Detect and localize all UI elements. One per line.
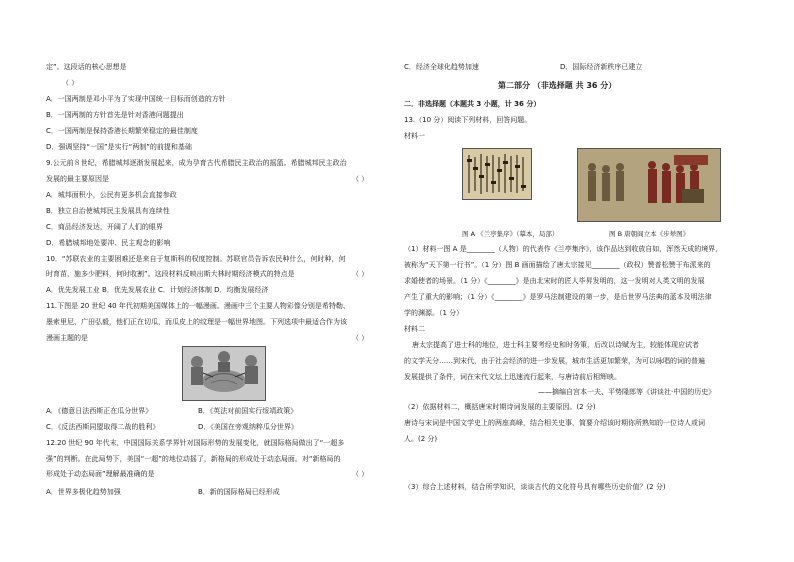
q13-part2: （2）依据材料二，概括唐宋时期诗词发展的主要原因。(2 分) (404, 403, 596, 411)
q12-option-c: C．经济全球化趋势加速 (404, 63, 479, 71)
q13-part2-extra-line1: 唐诗与宋词是中国文学史上的两座高峰，结合相关史事，简要介绍该时期你所熟知的一位诗人或词 (404, 419, 705, 427)
q8-option-c: C．一国两制是保持香港长期繁荣稳定的最佳制度 (46, 127, 198, 135)
image-a-caption: 图 A 《兰亭集序》（摹本，局部） (462, 230, 559, 238)
q13-part1-line4: 产生了重大的影响；（1 分）《________》是罗马法制建设的第一步，是后世罗马法典的蓝本及明法律 (404, 293, 712, 301)
part-two-heading: 第二部分 （非选择题 共 36 分） (498, 81, 617, 90)
material-two-line3: 发展提供了条件，词在宋代文坛上迅速流行起来，与唐诗前后相辉映。 (404, 373, 621, 381)
image-b-caption: 图 B 唐朝阎立本《步辇图》 (609, 230, 690, 238)
q12-stem-3: 形成处于动态局面”理解最准确的是 (46, 470, 155, 478)
q8-answer-paren: （ ） (62, 79, 79, 87)
calligraphy-image (462, 148, 532, 200)
q9-option-d: D．希腊城邦地处要冲、民主观念的影响 (46, 239, 171, 247)
q11-stem-3: 漫画主题的是 (46, 334, 88, 342)
q11-stem: 11.下图是 20 世纪 40 年代初期美国媒体上的一幅漫画。漫画中三个主要人物彩像分别是希特勒、 (46, 302, 350, 310)
q11-stem-2: 墨索里尼、广田弘毅，他们正在切瓜，而瓜皮上的纹理是一幅世界地图。下列选项中最适合作为该 (46, 318, 347, 326)
q13-part3: （3）综合上述材料，结合所学知识，谈谈古代的文化符号具有哪些历史价值？(2 分) (404, 483, 666, 491)
q13-stem: 13.（10 分）阅读下列材料，回答问题。 (404, 116, 532, 124)
q8-stem-tail: 定”。这段话的核心思想是 (46, 63, 127, 71)
q12-option-b: B．新的国际格局已经形成 (198, 488, 280, 496)
cartoon-image (182, 346, 266, 401)
q9-option-b: B．独立自治使城邦民主发展具有连续性 (46, 207, 170, 215)
q10-stem: 10．“苏联农业的主要困难还是来自于复斯科的权度控制。苏联官员告诉农民种什么，何时种，何 (46, 255, 346, 263)
q13-part1-line5: 学的渊源。（1 分） (404, 309, 464, 317)
q10-answer-paren: （ ） (352, 270, 369, 278)
q8-option-d: D．强调坚持“一国”是实行“两制”的前提和基础 (46, 143, 192, 151)
material-two-source: ——摘编自宫本一夫、平势隆郎等《讲谈社·中国的历史》 (538, 388, 716, 396)
q10-stem-2: 时育苗，施多少肥料，何时收割”。这段材料反映出斯大林时期经济模式的特点是 (46, 270, 295, 278)
q13-part1-line3: 求婚使者的场景。（1 分）《________》是由北宋时的匠人毕昇发明的，这一发明对人类文明的发展 (404, 277, 705, 285)
material-two-line2: 的文学天分……到宋代，由于社会经济的进一步发展，城市生活更加繁荣，为可以咏唱的词的普遍 (404, 357, 705, 365)
q11-option-b: B．《英法对前国实行绥靖政策》 (198, 407, 298, 415)
q13-part1-line2: 被称为“天下第一行书”。（1 分）图 B 画面描绘了唐太宗接见________（政权）赞普松赞干布派来的 (404, 261, 711, 269)
q9-stem-2: 发展的最主要原因是 (46, 175, 109, 183)
q9-option-c: C．商品经济发达，开阔了人们的眼界 (46, 223, 163, 231)
q13-part2-extra-line2: 人。(2 分) (404, 435, 438, 443)
q13-part1-line1: （1）材料一图 A 是________（人物）的代表作《兰亭集序》，该作品达到收放自如，浑然天成的境界， (404, 245, 723, 253)
q10-options: A．优先发展工业 B．优先发展农业 C．计划经济体制 D．均衡发展经济 (46, 286, 269, 294)
q9-stem: 9.公元前８世纪，希腊城邦逐渐发展起来，成为孕育古代希腊民主政治的摇篮。希腊城邦民主政治 (46, 159, 347, 167)
section-heading: 二．非选择题（本题共 3 小题，计 36 分） (404, 100, 541, 108)
q11-option-d: D．《美国在旁观纳粹瓜分世界》 (198, 423, 298, 431)
q11-answer-paren: （ ） (352, 334, 369, 342)
q9-answer-paren: （ ） (352, 175, 369, 183)
painting-image (577, 148, 721, 222)
q11-option-c: C．《反法西斯同盟取得二战的胜利》 (46, 423, 160, 431)
q12-stem: 12.20 世纪 90 年代末，中国国际关系学界针对国际形势的发展变化，就国际格局做出了“一超多 (46, 439, 345, 447)
q12-option-d: D．国际经济新秩序已建立 (560, 63, 643, 71)
q12-stem-2: 强”的判断。在此局势下，美国“一超”的地位动摇了，新格局的形成处于动态局面。对“新格局的 (46, 455, 341, 463)
q9-option-a: A．城邦面积小，公民有更多机会直接参政 (46, 191, 177, 199)
material-one-label: 材料一 (404, 132, 425, 140)
material-two-line1: 唐太宗提高了进士科的地位，进士科主要考经史和时务策，后改以诗赋为主，较能体现应试者 (412, 341, 699, 349)
q12-answer-paren: （ ） (352, 470, 369, 478)
material-two-label: 材料二 (404, 325, 425, 333)
q8-option-b: B．一国两制的方针首先是针对香港问题提出 (46, 111, 184, 119)
q8-option-a: A．一国两制是邓小平为了实现中国统一目标而创造的方针 (46, 95, 226, 103)
q12-option-a: A．世界多极化趋势加强 (46, 488, 121, 496)
q11-option-a: A．《德意日法西斯正在瓜分世界》 (46, 407, 153, 415)
